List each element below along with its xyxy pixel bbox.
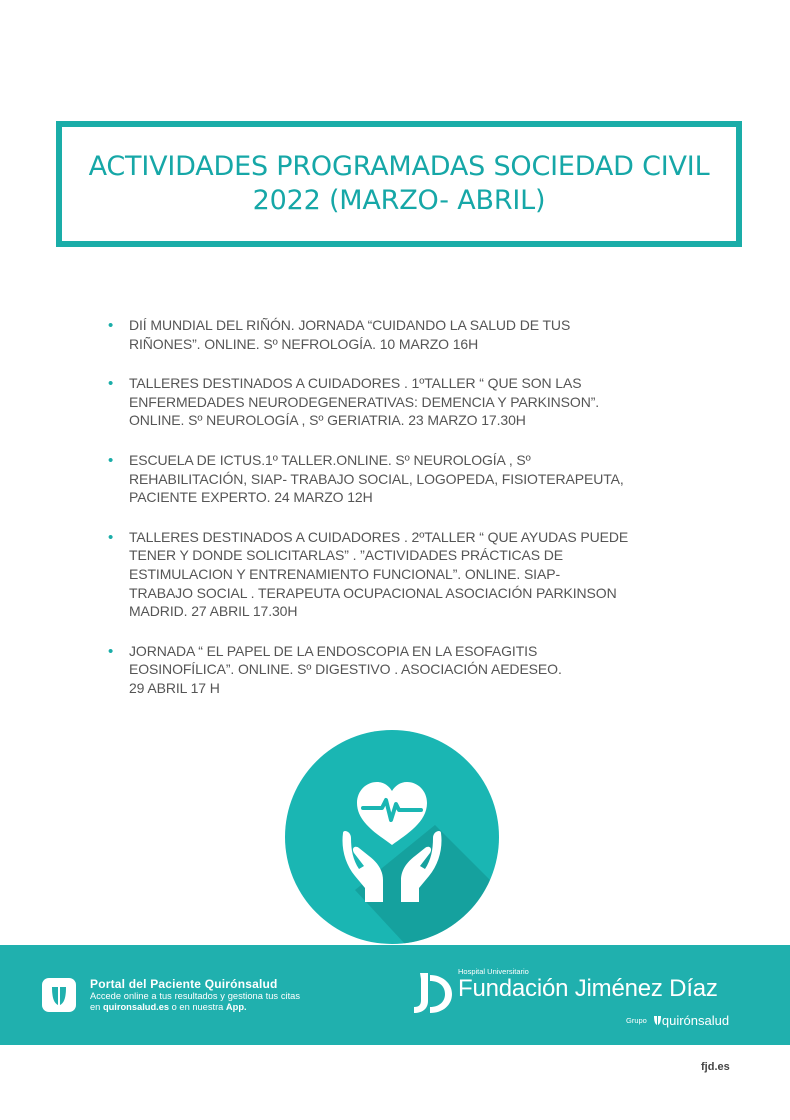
activity-text-line: ENFERMEDADES NEURODEGENERATIVAS: DEMENCIA Y PARKINSON”. bbox=[129, 393, 600, 410]
page-title-line-2: 2022 (MARZO- ABRIL) bbox=[252, 185, 546, 216]
fjd-name bbox=[458, 975, 718, 1003]
activity-text-line: PACIENTE EXPERTO. 24 MARZO 12H bbox=[129, 489, 373, 506]
website-url[interactable]: fjd.es bbox=[701, 1061, 730, 1073]
fjd-name-part-1: Fundación bbox=[458, 975, 569, 1002]
activity-text-line: TRABAJO SOCIAL . TERAPEUTA OCUPACIONAL ASOCIACIÓN PARKINSON bbox=[129, 584, 617, 601]
list-item bbox=[108, 316, 698, 353]
activity-text-line: ESTIMULACION Y ENTRENAMIENTO FUNCIONAL”. ONLINE. SIAP- bbox=[129, 565, 561, 582]
activity-text-line: REHABILITACIÓN, SIAP- TRABAJO SOCIAL, LOGOPEDA, FISIOTERAPEUTA, bbox=[129, 470, 624, 487]
patient-portal-block[interactable] bbox=[42, 978, 300, 1013]
app-link[interactable]: App. bbox=[225, 1002, 247, 1012]
activity-text-line: TENER Y DONDE SOLICITARLAS” . ”ACTIVIDADES PRÁCTICAS DE bbox=[129, 547, 564, 564]
list-item bbox=[108, 374, 698, 430]
activity-text-line: TALLERES DESTINADOS A CUIDADORES . 2ºTALLER “ QUE AYUDAS PUEDE bbox=[129, 528, 629, 545]
grupo-label: Grupo bbox=[626, 1016, 647, 1025]
activity-text-line: JORNADA “ EL PAPEL DE LA ENDOSCOPIA EN LA ESOFAGITIS bbox=[129, 642, 538, 659]
bullet-icon: • bbox=[108, 317, 114, 334]
activity-text-line: 29 ABRIL 17 H bbox=[129, 679, 220, 696]
fjd-name-part-2: Jiménez Díaz bbox=[574, 975, 718, 1002]
activity-text-line: DIÍ MUNDIAL DEL RIÑÓN. JORNADA “CUIDANDO LA SALUD DE TUS bbox=[129, 317, 571, 333]
bullet-icon: • bbox=[108, 451, 114, 469]
activity-text-line: MADRID. 27 ABRIL 17.30H bbox=[129, 603, 298, 620]
list-item bbox=[108, 528, 698, 621]
activity-text-line: ESCUELA DE ICTUS.1º TALLER.ONLINE. Sº NEUROLOGÍA , Sº bbox=[129, 451, 531, 468]
portal-desc-text-2: o en nuestra bbox=[169, 1002, 226, 1012]
footer-band bbox=[0, 945, 790, 1045]
list-item bbox=[108, 642, 698, 698]
fjd-logo bbox=[412, 963, 752, 1033]
bullet-icon: • bbox=[108, 528, 114, 546]
fjd-mark-icon bbox=[412, 969, 458, 1015]
grupo-quironsalud bbox=[626, 1013, 729, 1028]
quironsalud-link[interactable]: quironsalud.es bbox=[102, 1002, 170, 1012]
quironsalud-mark-icon bbox=[653, 1015, 662, 1026]
fjd-subtitle: Hospital Universitario bbox=[458, 967, 529, 976]
activities-list bbox=[108, 316, 698, 719]
activity-text-line: TALLERES DESTINADOS A CUIDADORES . 1ºTALLER “ QUE SON LAS bbox=[129, 375, 582, 392]
page-title-line-1: ACTIVIDADES PROGRAMADAS SOCIEDAD CIVIL bbox=[88, 151, 710, 182]
grupo-name: quirónsalud bbox=[661, 1013, 730, 1028]
activity-text-line: RIÑONES”. ONLINE. Sº NEFROLOGÍA. 10 MARZO 16H bbox=[129, 335, 479, 352]
patient-portal-title: Portal del Paciente Quirónsalud bbox=[90, 977, 278, 991]
patient-portal-description bbox=[90, 991, 300, 1013]
bullet-icon: • bbox=[108, 375, 114, 393]
portal-desc-text: Accede online a tus resultados y gestiona tus citas en bbox=[90, 991, 300, 1012]
title-box bbox=[56, 121, 742, 247]
heart-in-hands-icon bbox=[285, 730, 499, 944]
activity-text-line: ONLINE. Sº NEUROLOGÍA , Sº GERIATRIA. 23 MARZO 17.30H bbox=[129, 412, 526, 429]
patient-portal-text bbox=[90, 978, 300, 1013]
quironsalud-app-icon bbox=[42, 978, 76, 1012]
list-item bbox=[108, 451, 698, 507]
bullet-icon: • bbox=[108, 642, 114, 660]
activity-text-line: EOSINOFÍLICA”. ONLINE. Sº DIGESTIVO . ASOCIACIÓN AEDESEO. bbox=[129, 661, 562, 678]
